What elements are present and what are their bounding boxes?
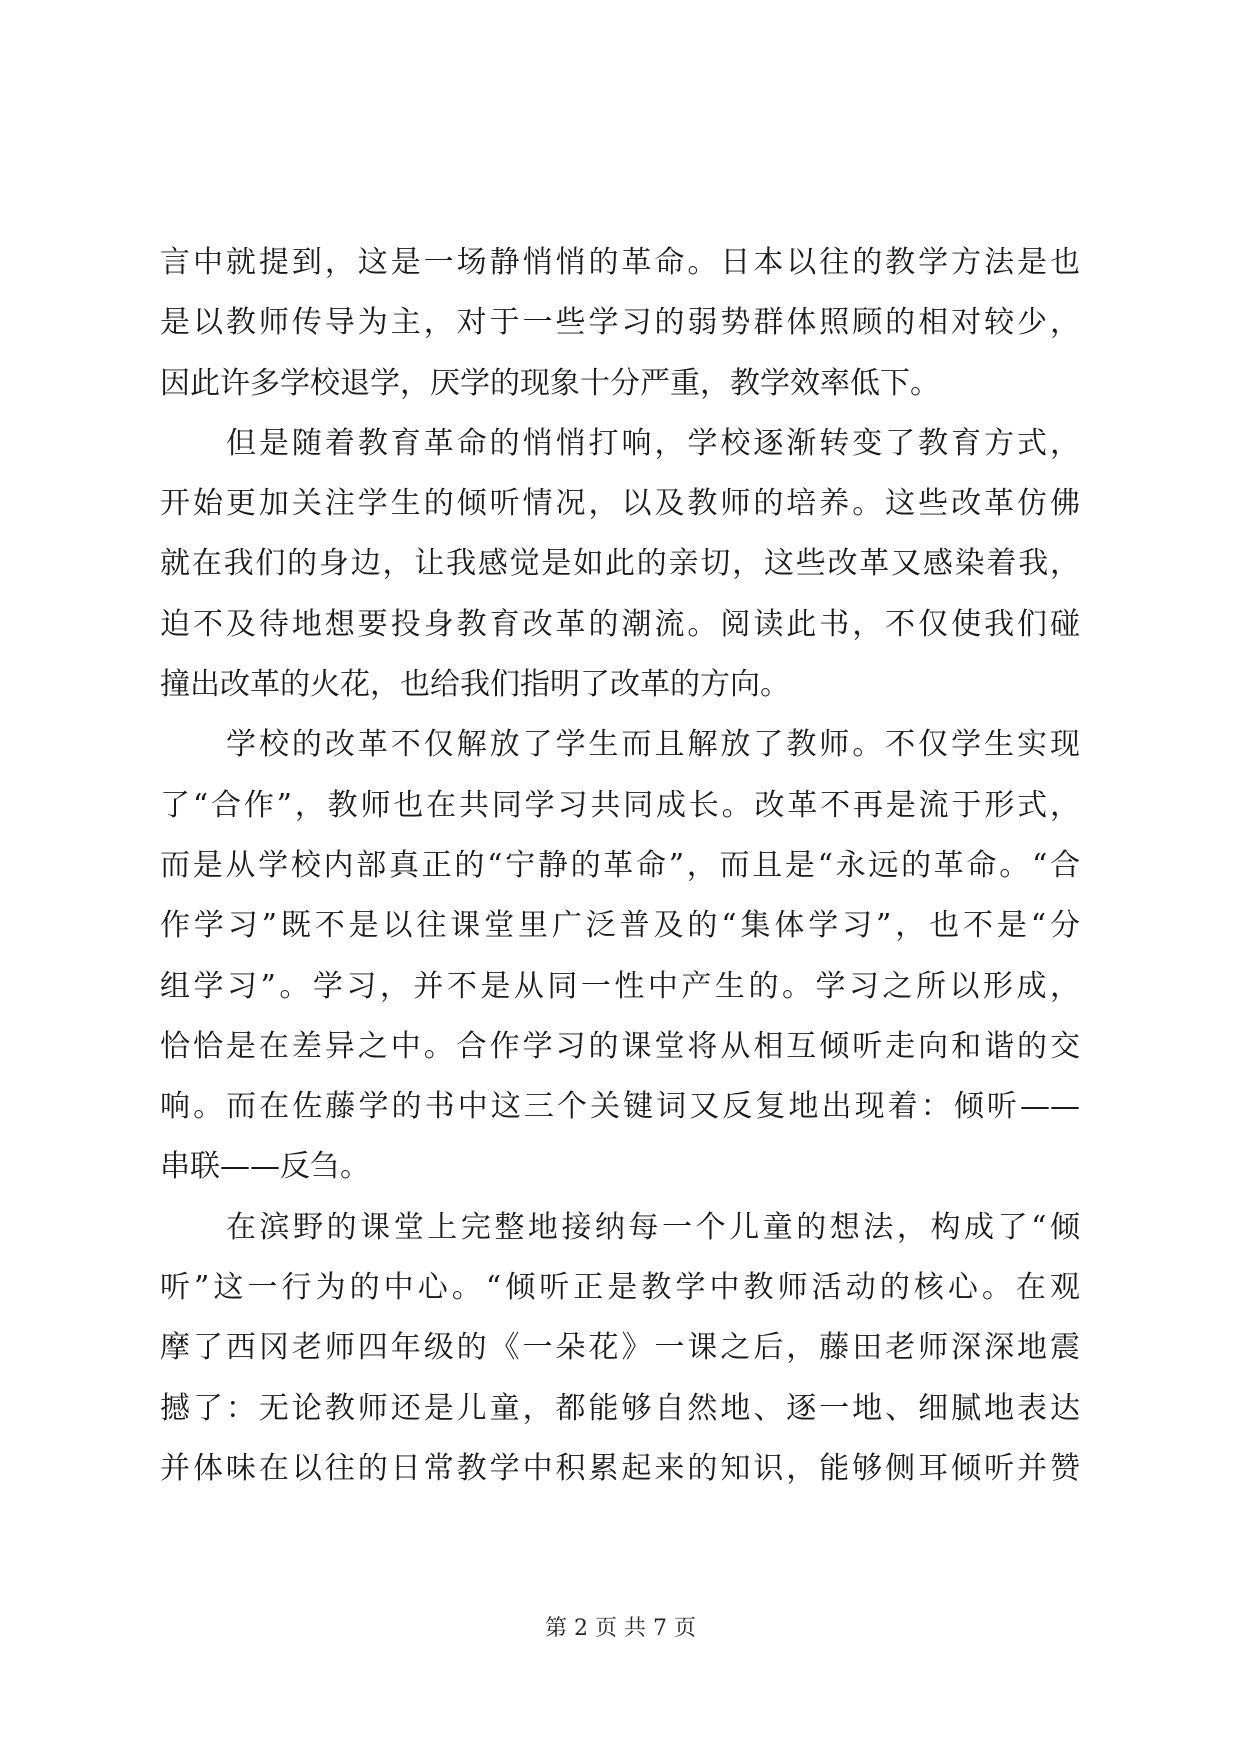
text-line: 响。而在佐藤学的书中这三个关键词又反复地出现着：倾听—— <box>160 1089 1080 1125</box>
text-line: 就在我们的身边，让我感觉是如此的亲切，这些改革又感染着我， <box>160 546 1080 582</box>
text-line: 摩了西冈老师四年级的《一朵花》一课之后，藤田老师深深地震 <box>160 1330 1080 1366</box>
text-line: 开始更加关注学生的倾听情况，以及教师的培养。这些改革仿佛 <box>160 486 1080 522</box>
text-line: 作学习”既不是以往课堂里广泛普及的“集体学习”，也不是“分 <box>160 908 1080 944</box>
text-line: 听”这一行为的中心。“倾听正是教学中教师活动的核心。在观 <box>160 1270 1080 1306</box>
paragraph-first-line: 但是随着教育革命的悄悄打响，学校逐渐转变了教育方式， <box>226 425 1080 461</box>
text-line: 是以教师传导为主，对于一些学习的弱势群体照顾的相对较少， <box>160 305 1080 341</box>
text-line: 迫不及待地想要投身教育改革的潮流。阅读此书，不仅使我们碰 <box>160 606 1080 642</box>
text-line: 撞出改革的火花，也给我们指明了改革的方向。 <box>160 667 790 703</box>
text-line: 而是从学校内部真正的“宁静的革命”，而且是“永远的革命。“合 <box>160 847 1080 883</box>
paragraph-first-line: 在滨野的课堂上完整地接纳每一个儿童的想法，构成了“倾 <box>226 1209 1080 1245</box>
text-line: 并体味在以往的日常教学中积累起来的知识，能够侧耳倾听并赞 <box>160 1450 1080 1486</box>
body-text <box>160 233 1080 1499</box>
text-line: 撼了：无论教师还是儿童，都能够自然地、逐一地、细腻地表达 <box>160 1390 1080 1426</box>
text-line: 言中就提到，这是一场静悄悄的革命。日本以往的教学方法是也 <box>160 245 1080 280</box>
text-line: 了“合作”，教师也在共同学习共同成长。改革不再是流于形式， <box>160 787 1080 823</box>
text-line: 组学习”。学习，并不是从同一性中产生的。学习之所以形成， <box>160 968 1080 1004</box>
paragraph-first-line: 学校的改革不仅解放了学生而且解放了教师。不仅学生实现 <box>226 727 1080 763</box>
text-line: 恰恰是在差异之中。合作学习的课堂将从相互倾听走向和谐的交 <box>160 1028 1080 1064</box>
page-number-footer: 第 2 页 共 7 页 <box>545 1616 696 1641</box>
text-line: 因此许多学校退学，厌学的现象十分严重，教学效率低下。 <box>160 365 940 401</box>
text-line: 串联——反刍。 <box>160 1149 370 1185</box>
